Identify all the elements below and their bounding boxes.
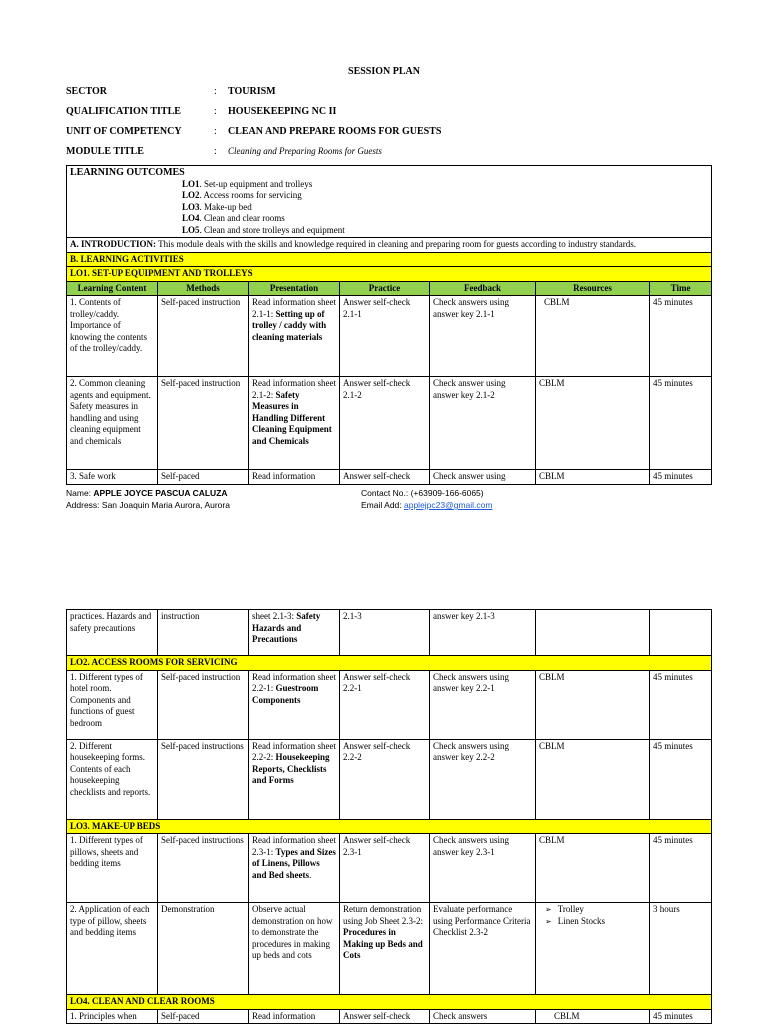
header-value: HOUSEKEEPING NC II [228, 106, 337, 117]
header-colon: : [214, 86, 217, 97]
cell-method: Self-paced [158, 470, 249, 485]
cell-resources: CBLM [536, 377, 650, 470]
cell-content: 1. Different types of hotel room. Components and functions of guest bedroom [67, 670, 158, 739]
cell-time: 45 minutes [650, 470, 712, 485]
cell-feedback: answer key 2.1-3 [430, 610, 536, 656]
cell-practice: Answer self-check 2.3-1 [340, 834, 430, 903]
cell-method: Self-paced [158, 1009, 249, 1024]
cell-practice: Answer self-check [340, 470, 430, 485]
cell-feedback: Check answers using answer key 2.2-2 [430, 739, 536, 819]
table-row [67, 670, 712, 739]
cell-content: 2. Different housekeeping forms. Contents of each housekeeping checklists and reports. [67, 739, 158, 819]
cell-resources: CBLM [536, 470, 650, 485]
column-header: Learning Content [67, 281, 158, 296]
table-row [67, 610, 712, 656]
cell-time: 3 hours [650, 903, 712, 995]
cell-resources: CBLM [536, 1009, 650, 1024]
cell-feedback: Check answers [430, 1009, 536, 1024]
cell-time: 45 minutes [650, 296, 712, 377]
cell-presentation: Read information [249, 470, 340, 485]
session-plan-table-continued [66, 609, 712, 1024]
cell-method: Self-paced instructions [158, 834, 249, 903]
table-row [67, 739, 712, 819]
learning-activities-row [67, 252, 712, 267]
footer-email-line: Email Add: applejpc23@gmail.com [361, 500, 493, 510]
cell-content: 1. Principles when [67, 1009, 158, 1024]
lo-item: LO4. Clean and clear rooms [182, 213, 285, 223]
lo4-heading-row [67, 995, 712, 1010]
cell-time: 45 minutes [650, 1009, 712, 1024]
cell-feedback: Check answer using answer key 2.1-2 [430, 377, 536, 470]
cell-resources: CBLM [536, 296, 650, 377]
lo1-heading: LO1. SET-UP EQUIPMENT AND TROLLEYS [67, 267, 712, 282]
cell-content: 1. Different types of pillows, sheets and bedding items [67, 834, 158, 903]
cell-method: Demonstration [158, 903, 249, 995]
resources-list [539, 904, 646, 927]
introduction-label: A. INTRODUCTION: [70, 239, 157, 249]
column-header: Time [650, 281, 712, 296]
cell-content: practices. Hazards and safety precautions [67, 610, 158, 656]
lo3-heading-row [67, 819, 712, 834]
header-key: MODULE TITLE [66, 146, 144, 157]
cell-practice: Answer self-check [340, 1009, 430, 1024]
cell-resources: CBLM [536, 670, 650, 739]
introduction-text: This module deals with the skills and knowledge required in cleaning and preparing room for guests according to industry standards. [156, 239, 636, 249]
footer-address: Address: San Joaquin Maria Aurora, Aurora [66, 500, 230, 510]
column-header-row [67, 281, 712, 296]
column-header: Feedback [430, 281, 536, 296]
table-row [67, 1009, 712, 1024]
lo2-heading-row [67, 656, 712, 671]
cell-presentation: Read information sheet 2.2-2: Housekeeping Reports, Checklists and Forms [249, 739, 340, 819]
list-item: ➢ Trolley [559, 904, 646, 916]
column-header: Methods [158, 281, 249, 296]
email-link[interactable]: applejpc23@gmail.com [404, 500, 493, 510]
cell-presentation: Read information sheet 2.1-2: Safety Measures in Handling Different Cleaning Equipment and Chemicals [249, 377, 340, 470]
column-header: Practice [340, 281, 430, 296]
cell-time: 45 minutes [650, 739, 712, 819]
lo-item: LO3. Make-up bed [182, 201, 252, 212]
cell-content: 3. Safe work [67, 470, 158, 485]
cell-content: 1. Contents of trolley/caddy. Importance of knowing the contents of the trolley/caddy. [67, 296, 158, 377]
cell-method: Self-paced instruction [158, 377, 249, 470]
footer-name-line: Name: APPLE JOYCE PASCUA CALUZA [66, 488, 228, 498]
column-header: Resources [536, 281, 650, 296]
header-key: SECTOR [66, 86, 107, 97]
cell-feedback: Check answers using answer key 2.2-1 [430, 670, 536, 739]
footer-contact: Contact No.: (+63909-166-6065) [361, 488, 484, 498]
cell-resources [536, 903, 650, 995]
session-plan-table [66, 165, 712, 485]
cell-practice: 2.1-3 [340, 610, 430, 656]
cell-feedback: Check answer using [430, 470, 536, 485]
learning-outcomes-list [70, 179, 708, 237]
cell-resources [536, 610, 650, 656]
cell-method: Self-paced instruction [158, 670, 249, 739]
table-row [67, 296, 712, 377]
learning-activities-heading: B. LEARNING ACTIVITIES [67, 252, 712, 267]
cell-method: Self-paced instruction [158, 296, 249, 377]
cell-resources: CBLM [536, 834, 650, 903]
cell-feedback: Check answers using answer key 2.3-1 [430, 834, 536, 903]
table-row [67, 377, 712, 470]
cell-method: Self-paced instructions [158, 739, 249, 819]
header-colon: : [214, 126, 217, 137]
header-key: UNIT OF COMPETENCY [66, 126, 182, 137]
table-row [67, 834, 712, 903]
cell-practice: Return demonstration using Job Sheet 2.3-2: Procedures in Making up Beds and Cots [340, 903, 430, 995]
list-item: ➢ Linen Stocks [559, 916, 646, 928]
cell-practice: Answer self-check 2.1-2 [340, 377, 430, 470]
cell-presentation: Read information sheet 2.2-1: Guestroom Components [249, 670, 340, 739]
lo-item: LO2. Access rooms for servicing [182, 190, 302, 200]
cell-resources: CBLM [536, 739, 650, 819]
cell-presentation: Observe actual demonstration on how to demonstrate the procedures in making up beds and cots [249, 903, 340, 995]
lo3-heading: LO3. MAKE-UP BEDS [67, 819, 712, 834]
lo-item: LO5. Clean and store trolleys and equipment [182, 224, 345, 235]
header-value: CLEAN AND PREPARE ROOMS FOR GUESTS [228, 126, 442, 137]
cell-presentation: Read information [249, 1009, 340, 1024]
table-row [67, 470, 712, 485]
cell-feedback: Evaluate performance using Performance Criteria Checklist 2.3-2 [430, 903, 536, 995]
lo2-heading: LO2. ACCESS ROOMS FOR SERVICING [67, 656, 712, 671]
header-colon: : [214, 106, 217, 117]
header-value: TOURISM [228, 86, 276, 97]
header-colon: : [214, 146, 217, 157]
header-key: QUALIFICATION TITLE [66, 106, 181, 117]
cell-practice: Answer self-check 2.1-1 [340, 296, 430, 377]
cell-presentation: sheet 2.1-3: Safety Hazards and Precautions [249, 610, 340, 656]
lo1-heading-row [67, 267, 712, 282]
footer-right [361, 487, 492, 511]
cell-content: 2. Application of each type of pillow, sheets and bedding items [67, 903, 158, 995]
cell-time [650, 610, 712, 656]
page-title: SESSION PLAN [348, 66, 420, 77]
table-row [67, 903, 712, 995]
cell-method: instruction [158, 610, 249, 656]
cell-time: 45 minutes [650, 670, 712, 739]
learning-outcomes-heading: LEARNING OUTCOMES [70, 167, 185, 178]
cell-time: 45 minutes [650, 834, 712, 903]
cell-presentation: Read information sheet 2.1-1: Setting up of trolley / caddy with cleaning materials [249, 296, 340, 377]
cell-presentation: Read information sheet 2.3-1: Types and Sizes of Linens, Pillows and Bed sheets. [249, 834, 340, 903]
lo4-heading: LO4. CLEAN AND CLEAR ROOMS [67, 995, 712, 1010]
learning-outcomes-row [67, 166, 712, 238]
cell-content: 2. Common cleaning agents and equipment. Safety measures in handling and using cleaning equipment and chemicals [67, 377, 158, 470]
cell-time: 45 minutes [650, 377, 712, 470]
introduction-row [67, 238, 712, 253]
footer-left [66, 487, 230, 511]
author-name: APPLE JOYCE PASCUA CALUZA [93, 488, 228, 498]
cell-practice: Answer self-check 2.2-2 [340, 739, 430, 819]
column-header: Presentation [249, 281, 340, 296]
cell-practice: Answer self-check 2.2-1 [340, 670, 430, 739]
cell-feedback: Check answers using answer key 2.1-1 [430, 296, 536, 377]
header-value: Cleaning and Preparing Rooms for Guests [228, 146, 382, 156]
lo-item: LO1. Set-up equipment and trolleys [182, 178, 313, 189]
